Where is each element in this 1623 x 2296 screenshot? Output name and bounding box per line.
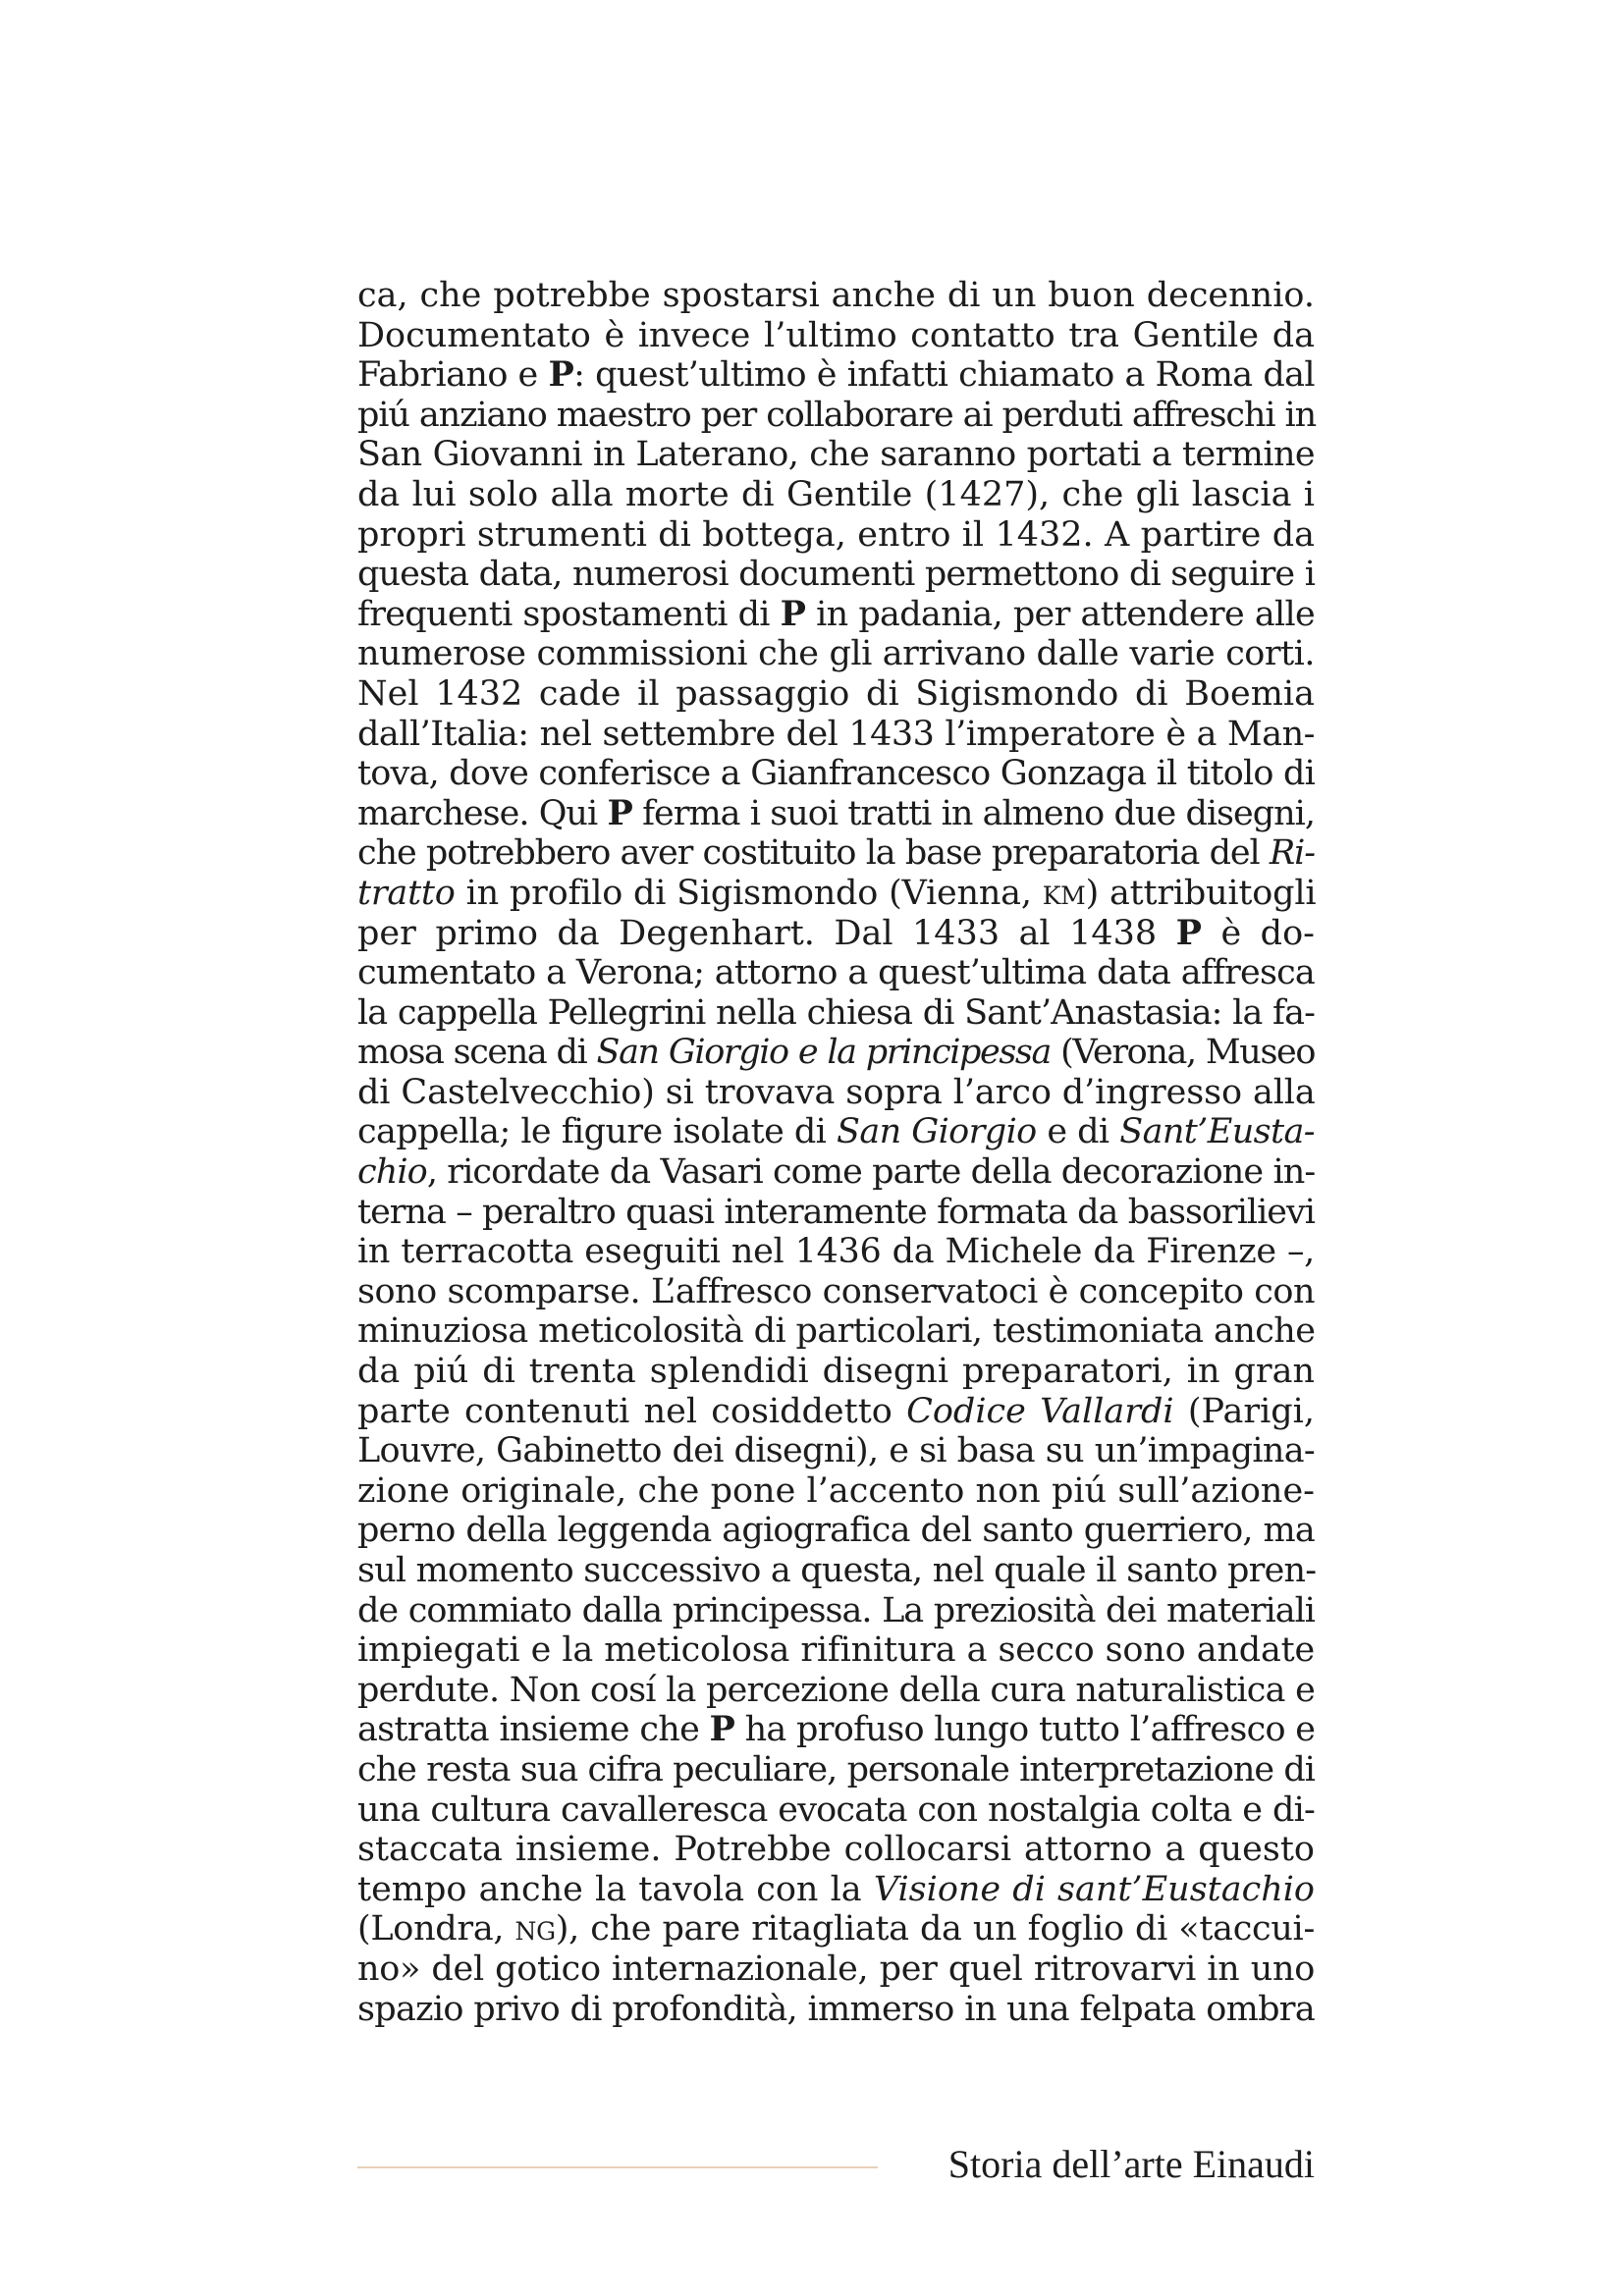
bold-initial: P bbox=[709, 1709, 735, 1750]
italic-title: San Giorgio e la principessa bbox=[596, 1033, 1051, 1073]
text-line bbox=[357, 993, 1315, 1034]
text-line bbox=[357, 1073, 1315, 1113]
body-text bbox=[357, 276, 1315, 2029]
abbreviation: km bbox=[1042, 873, 1086, 913]
text-segment: ), che pare ritagliata da un foglio di «taccui- bbox=[555, 1909, 1315, 1949]
footer-rule bbox=[357, 2166, 878, 2168]
text-line bbox=[357, 1591, 1315, 1631]
text-segment: minuziosa meticolosità di particolari, testimoniata anche bbox=[357, 1311, 1316, 1352]
text-segment: tova, dove conferisce a Gianfrancesco Gonzaga il titolo di bbox=[357, 754, 1315, 794]
text-line bbox=[357, 674, 1315, 715]
text-segment: dall’Italia: nel settembre del 1433 l’imperatore è a Man- bbox=[357, 714, 1315, 754]
text-line bbox=[357, 1352, 1315, 1392]
bold-initial: P bbox=[1175, 912, 1202, 953]
text-segment: no» del gotico internazionale, per quel ritrovarvi in uno bbox=[357, 1949, 1315, 1989]
text-segment: tempo anche la tavola con la bbox=[357, 1869, 874, 1909]
text-line bbox=[357, 555, 1315, 595]
text-segment: (Parigi, bbox=[1173, 1391, 1315, 1431]
text-line bbox=[357, 435, 1315, 475]
text-segment: ferma i suoi tratti in almeno due disegni, bbox=[631, 793, 1315, 833]
text-line bbox=[357, 355, 1315, 396]
text-line bbox=[357, 1152, 1315, 1193]
text-line bbox=[357, 754, 1315, 794]
text-line bbox=[357, 1392, 1315, 1432]
text-segment: per primo da Degenhart. Dal 1433 al 1438 bbox=[357, 913, 1176, 953]
text-segment: Nel 1432 cade il passaggio di Sigismondo di Boemia bbox=[357, 673, 1315, 714]
text-line bbox=[357, 794, 1315, 834]
text-line bbox=[357, 1870, 1315, 1910]
text-segment: questa data, numerosi documenti permettono di seguire i bbox=[357, 555, 1315, 595]
bold-initial: P bbox=[548, 354, 574, 396]
text-line bbox=[357, 833, 1315, 874]
text-line bbox=[357, 1790, 1315, 1831]
text-segment: Documentato è invece l’ultimo contatto tra Gentile da bbox=[357, 315, 1315, 355]
text-segment: Fabriano e bbox=[357, 355, 549, 396]
text-line bbox=[357, 634, 1315, 674]
text-segment: in profilo di Sigismondo (Vienna, bbox=[455, 873, 1043, 913]
italic-title: Ri- bbox=[1269, 833, 1315, 874]
text-line bbox=[357, 1112, 1315, 1152]
text-line bbox=[357, 475, 1315, 515]
text-segment: Louvre, Gabinetto dei disegni), e si basa su un’impagina- bbox=[357, 1431, 1315, 1471]
text-segment: sono scomparse. L’affresco conservatoci è concepito con bbox=[357, 1271, 1315, 1311]
bold-initial: P bbox=[780, 593, 806, 634]
text-segment: mosa scena di bbox=[357, 1033, 597, 1073]
text-segment: perno della leggenda agiografica del santo guerriero, ma bbox=[357, 1511, 1315, 1551]
text-segment: terna – peraltro quasi interamente formata da bassorilievi bbox=[357, 1192, 1315, 1232]
text-line bbox=[357, 316, 1315, 356]
text-segment: ca, che potrebbe spostarsi anche di un buon decennio. bbox=[357, 276, 1315, 315]
italic-title: Sant’Eusta- bbox=[1119, 1112, 1315, 1152]
text-segment: è do- bbox=[1202, 913, 1315, 953]
text-line bbox=[357, 1272, 1315, 1312]
text-line bbox=[357, 1511, 1315, 1551]
text-segment: : quest’ultimo è infatti chiamato a Roma dal bbox=[573, 355, 1315, 396]
text-segment: impiegati e la meticolosa rifinitura a secco sono andate bbox=[357, 1630, 1315, 1671]
text-segment: ) attribuitogli bbox=[1085, 873, 1317, 913]
italic-title: chio bbox=[357, 1152, 427, 1193]
text-line bbox=[357, 1311, 1315, 1352]
text-segment: che potrebbero aver costituito la base preparatoria del bbox=[357, 833, 1270, 874]
text-line bbox=[357, 874, 1315, 914]
text-line bbox=[357, 1750, 1315, 1790]
bold-initial: P bbox=[607, 792, 632, 833]
text-line bbox=[357, 1710, 1315, 1750]
text-segment: parte contenuti nel cosiddetto bbox=[357, 1391, 907, 1431]
italic-title: tratto bbox=[357, 873, 456, 913]
text-segment: perdute. Non cosí la percezione della cura naturalistica e bbox=[357, 1670, 1315, 1710]
text-segment: staccata insieme. Potrebbe collocarsi attorno a questo bbox=[357, 1830, 1315, 1870]
text-segment: astratta insieme che bbox=[357, 1710, 710, 1750]
text-line bbox=[357, 1193, 1315, 1233]
text-line bbox=[357, 953, 1315, 993]
text-segment: cumentato a Verona; attorno a quest’ultima data affresca bbox=[357, 953, 1315, 993]
text-segment: (Verona, Museo bbox=[1050, 1033, 1315, 1073]
text-line bbox=[357, 1909, 1315, 1949]
italic-title: San Giorgio bbox=[836, 1112, 1037, 1152]
text-line bbox=[357, 1033, 1315, 1073]
text-segment: di Castelvecchio) si trovava sopra l’arco d’ingresso alla bbox=[357, 1072, 1316, 1112]
text-line bbox=[357, 914, 1315, 954]
text-segment: zione originale, che pone l’accento non piú sull’azione- bbox=[357, 1470, 1315, 1511]
text-segment: cappella; le figure isolate di bbox=[357, 1112, 837, 1152]
text-segment: la cappella Pellegrini nella chiesa di Sant’Anastasia: la fa- bbox=[357, 992, 1315, 1033]
text-segment: che resta sua cifra peculiare, personale interpretazione di bbox=[357, 1749, 1315, 1789]
text-segment: spazio privo di profondità, immerso in una felpata ombra bbox=[357, 1989, 1315, 2029]
text-line bbox=[357, 1671, 1315, 1711]
text-segment: da lui solo alla morte di Gentile (1427), che gli lascia i bbox=[357, 474, 1315, 514]
footer-title: Storia dell’arte Einaudi bbox=[947, 2142, 1315, 2186]
text-line bbox=[357, 396, 1315, 436]
text-segment: numerose commissioni che gli arrivano dalle varie corti. bbox=[357, 634, 1315, 674]
text-line bbox=[357, 1990, 1315, 2030]
text-line bbox=[357, 1830, 1315, 1870]
text-line bbox=[357, 595, 1315, 635]
text-segment: frequenti spostamenti di bbox=[357, 594, 781, 634]
text-segment: marchese. Qui bbox=[357, 793, 608, 833]
text-segment: San Giovanni in Laterano, che saranno portati a termine bbox=[357, 435, 1315, 475]
text-segment: in padania, per attendere alle bbox=[805, 594, 1315, 634]
text-line bbox=[357, 1551, 1315, 1591]
text-line bbox=[357, 515, 1315, 556]
italic-title: Visione di sant’Eustachio bbox=[873, 1869, 1316, 1909]
text-line bbox=[357, 1431, 1315, 1471]
text-segment: , ricordate da Vasari come parte della decorazione in- bbox=[426, 1152, 1316, 1193]
text-segment: da piú di trenta splendidi disegni preparatori, in gran bbox=[357, 1352, 1315, 1392]
text-segment: (Londra, bbox=[357, 1909, 515, 1949]
text-line bbox=[357, 1232, 1315, 1272]
text-segment: sul momento successivo a questa, nel quale il santo pren- bbox=[357, 1551, 1317, 1590]
text-segment: de commiato dalla principessa. La preziosità dei materiali bbox=[357, 1590, 1315, 1630]
text-segment: piú anziano maestro per collaborare ai perduti affreschi in bbox=[357, 395, 1317, 435]
abbreviation: ng bbox=[514, 1909, 556, 1949]
text-segment: propri strumenti di bottega, entro il 1432. A partire da bbox=[357, 514, 1315, 555]
text-line bbox=[357, 1630, 1315, 1671]
text-line bbox=[357, 1471, 1315, 1512]
text-segment: una cultura cavalleresca evocata con nostalgia colta e di- bbox=[357, 1789, 1315, 1830]
text-line bbox=[357, 715, 1315, 755]
text-line bbox=[357, 276, 1315, 316]
text-segment: in terracotta eseguiti nel 1436 da Michele da Firenze –, bbox=[357, 1232, 1315, 1272]
text-segment: e di bbox=[1036, 1112, 1120, 1152]
text-line bbox=[357, 1949, 1315, 1990]
text-segment: ha profuso lungo tutto l’affresco e bbox=[734, 1710, 1316, 1750]
italic-title: Codice Vallardi bbox=[906, 1391, 1174, 1431]
